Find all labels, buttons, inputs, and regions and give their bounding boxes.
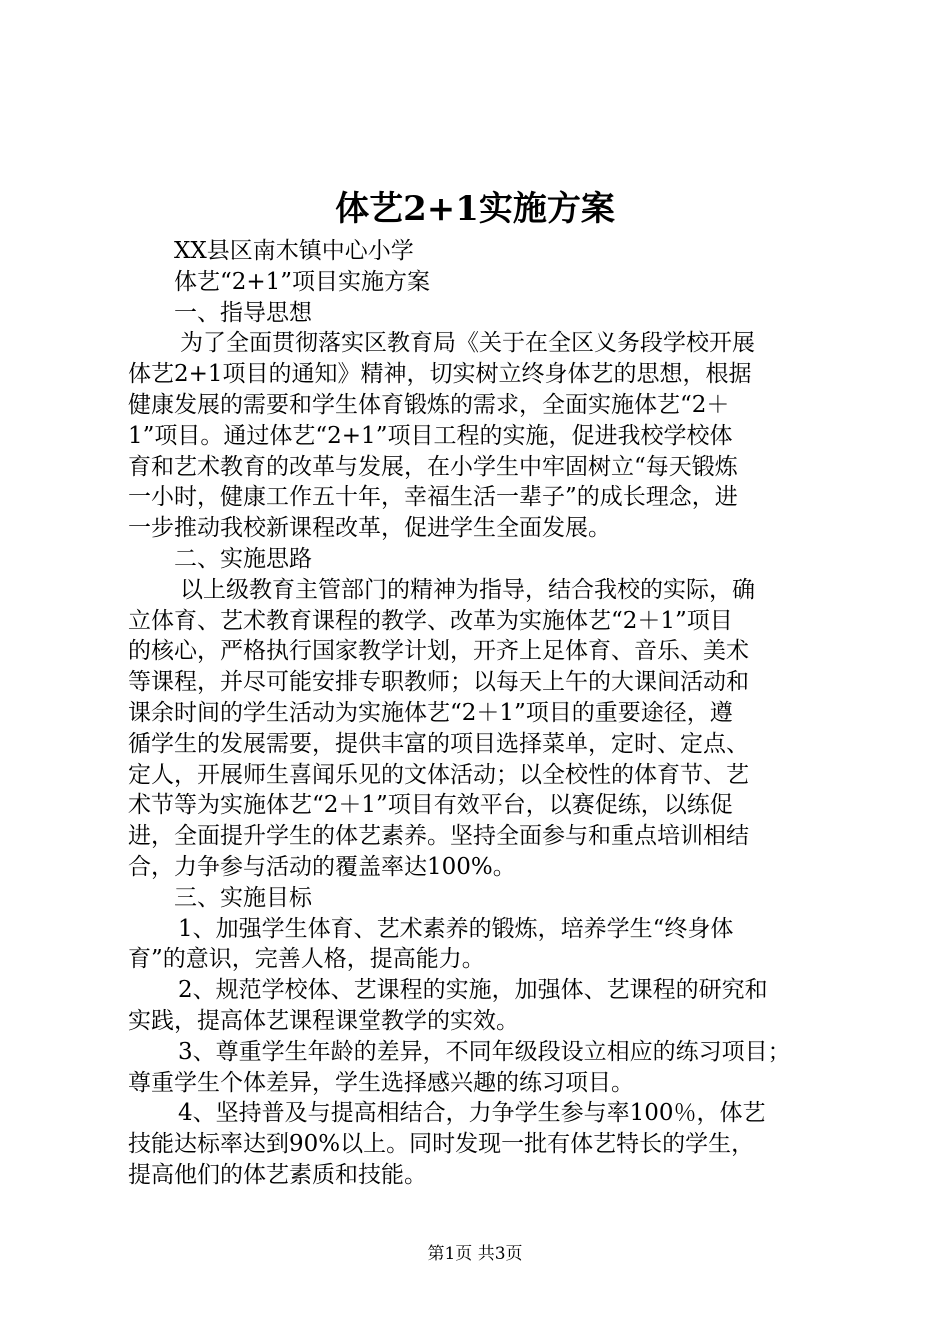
goal-item-line: 技能达标率达到90%以上。同时发现一批有体艺特长的学生， <box>128 1131 755 1158</box>
paragraph-line: 健康发展的需要和学生体育锻炼的需求，全面实施体艺“2＋ <box>128 391 730 418</box>
goal-item-line: 提高他们的体艺素质和技能。 <box>128 1161 427 1188</box>
paragraph-line: 课余时间的学生活动为实施体艺“2＋1”项目的重要途径，遵 <box>128 699 733 726</box>
paragraph-line: 定人，开展师生喜闻乐见的文体活动；以全校性的体育节、艺 <box>128 761 749 788</box>
paragraph-line: 体艺2+1项目的通知》精神，切实树立终身体艺的思想，根据 <box>128 361 752 388</box>
goal-item-line: 育”的意识，完善人格，提高能力。 <box>128 946 485 973</box>
goal-item-line: 3、尊重学生年龄的差异，不同年级段设立相应的练习项目； <box>178 1038 791 1065</box>
school-name-line: XX县区南木镇中心小学 <box>174 238 414 264</box>
paragraph-line: 循学生的发展需要，提供丰富的项目选择菜单，定时、定点、 <box>128 730 749 757</box>
paragraph-line: 合，力争参与活动的覆盖率达100%。 <box>128 853 516 880</box>
goal-item-line: 1、加强学生体育、艺术素养的锻炼，培养学生“终身体 <box>178 915 734 942</box>
paragraph-line: 进，全面提升学生的体艺素养。坚持全面参与和重点培训相结 <box>128 823 749 850</box>
paragraph-line: 等课程，并尽可能安排专职教师；以每天上午的大课间活动和 <box>128 669 749 696</box>
paragraph-line: 1”项目。通过体艺“2+1”项目工程的实施，促进我校学校体 <box>128 422 733 449</box>
section-heading-2: 二、实施思路 <box>174 545 312 572</box>
page-footer: 第1页 共3页 <box>427 1244 523 1264</box>
section-heading-3: 三、实施目标 <box>174 884 312 911</box>
plan-subtitle-line: 体艺“2+1”项目实施方案 <box>174 268 431 295</box>
paragraph-line: 以上级教育主管部门的精神为指导，结合我校的实际，确 <box>180 576 755 603</box>
paragraph-line: 的核心，严格执行国家教学计划，开齐上足体育、音乐、美术 <box>128 638 749 665</box>
paragraph-line: 一小时，健康工作五十年，幸福生活一辈子”的成长理念，进 <box>128 484 738 511</box>
paragraph-line: 立体育、艺术教育课程的教学、改革为实施体艺“2＋1”项目 <box>128 607 733 634</box>
paragraph-line: 为了全面贯彻落实区教育局《关于在全区义务段学校开展 <box>180 330 755 357</box>
section-heading-1: 一、指导思想 <box>174 299 312 326</box>
goal-item-line: 尊重学生个体差异，学生选择感兴趣的练习项目。 <box>128 1069 634 1096</box>
document-title: 体艺2+1实施方案 <box>335 189 615 229</box>
goal-item-line: 4、坚持普及与提高相结合，力争学生参与率100％，体艺 <box>178 1100 766 1127</box>
paragraph-line: 一步推动我校新课程改革，促进学生全面发展。 <box>128 515 611 542</box>
paragraph-line: 术节等为实施体艺“2＋1”项目有效平台，以赛促练，以练促 <box>128 792 733 819</box>
paragraph-line: 育和艺术教育的改革与发展，在小学生中牢固树立“每天锻炼 <box>128 453 738 480</box>
goal-item-line: 实践，提高体艺课程课堂教学的实效。 <box>128 1007 519 1034</box>
document-body <box>128 236 834 1191</box>
goal-item-line: 2、规范学校体、艺课程的实施，加强体、艺课程的研究和 <box>178 977 768 1004</box>
